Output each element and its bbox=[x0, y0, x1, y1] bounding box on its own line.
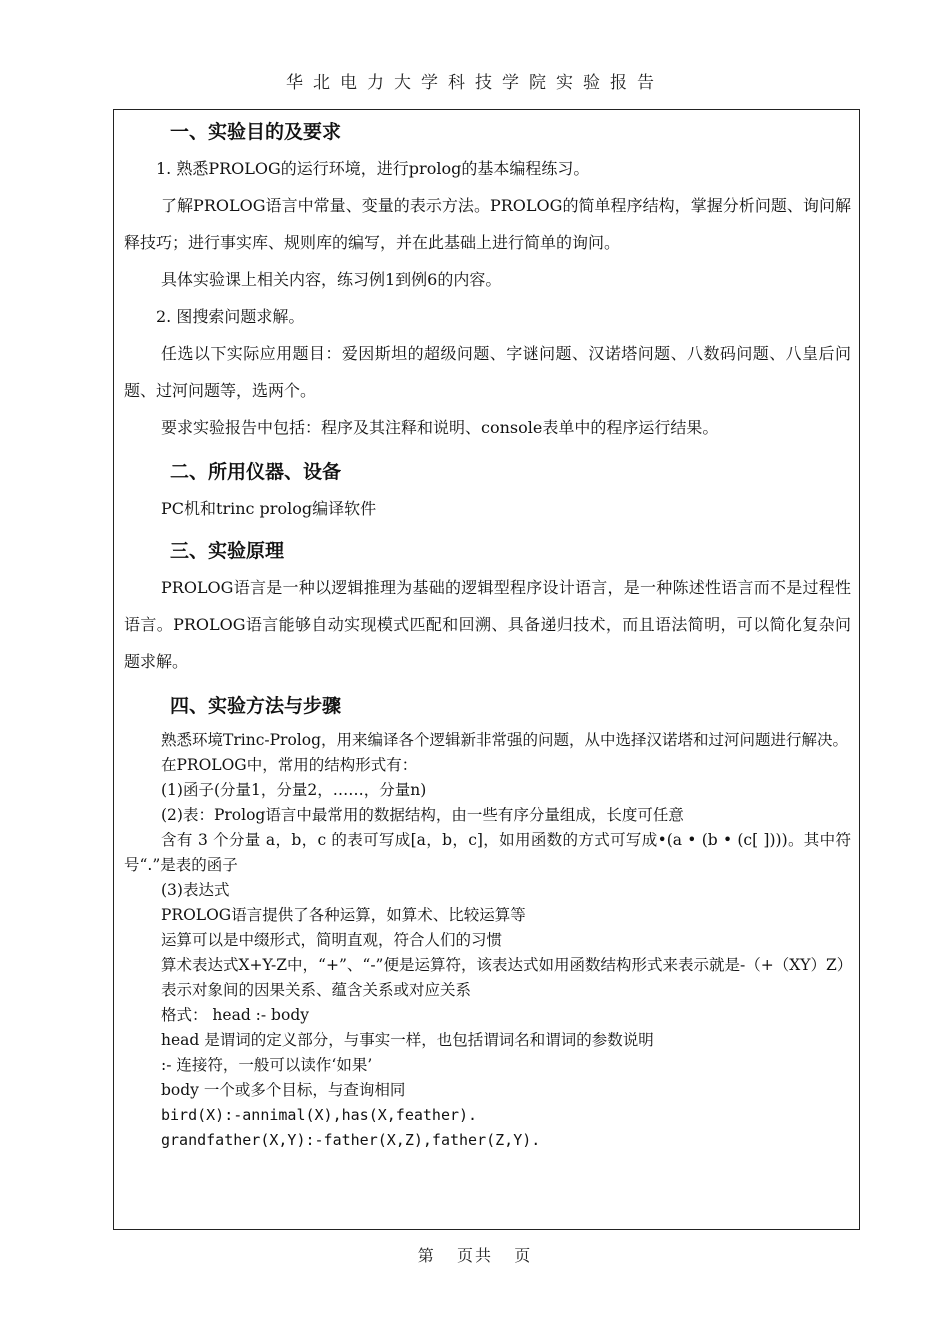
page-header: 华北电力大学科技学院实验报告 bbox=[286, 73, 664, 93]
paragraph: :- 连接符，一般可以读作‘如果’ bbox=[161, 1056, 373, 1074]
section-heading-method: 四、实验方法与步骤 bbox=[170, 695, 342, 717]
paragraph: PROLOG语言是一种以逻辑推理为基础的逻辑型程序设计语言，是一种陈述性语言而不是过程性语言。PROLOG语言能够自动实现模式匹配和回溯、具备递归技术，而且语法简明，可以简化复杂问题求解。 bbox=[124, 578, 851, 671]
paragraph: 2. 图搜索问题求解。 bbox=[156, 307, 305, 326]
paragraph: 格式： head :- body bbox=[161, 1006, 309, 1024]
paragraph: (3)表达式 bbox=[161, 881, 230, 899]
paragraph: 具体实验课上相关内容，练习例1到例6的内容。 bbox=[161, 270, 502, 289]
paragraph: head 是谓词的定义部分，与事实一样，也包括谓词名和谓词的参数说明 bbox=[161, 1031, 654, 1049]
report-box bbox=[113, 109, 860, 1230]
paragraph: 算术表达式X+Y-Z中，“+”、“-”便是运算符，该表达式如用函数结构形式来表示就是-（+（XY）Z） bbox=[161, 956, 853, 974]
page-footer: 第 页共 页 bbox=[417, 1246, 533, 1265]
paragraph: 1. 熟悉PROLOG的运行环境，进行prolog的基本编程练习。 bbox=[156, 159, 590, 178]
paragraph: 在PROLOG中，常用的结构形式有： bbox=[161, 756, 418, 774]
paragraph: 含有 3 个分量 a，b，c 的表可写成[a，b，c]，如用函数的方式可写成•(a • (b • (c[ ])))。其中符号“.”是表的函子 bbox=[124, 831, 851, 874]
section-heading-objectives: 一、实验目的及要求 bbox=[170, 121, 342, 143]
paragraph: 任选以下实际应用题目：爱因斯坦的超级问题、字谜问题、汉诺塔问题、八数码问题、八皇后问题、过河问题等，选两个。 bbox=[124, 344, 851, 400]
report-content bbox=[124, 118, 851, 1153]
paragraph: 了解PROLOG语言中常量、变量的表示方法。PROLOG的简单程序结构，掌握分析问题、询问解释技巧；进行事实库、规则库的编写，并在此基础上进行简单的询问。 bbox=[124, 196, 851, 252]
code-line: bird(X):-annimal(X),has(X,feather). bbox=[161, 1106, 478, 1124]
paragraph: body 一个或多个目标，与查询相同 bbox=[161, 1081, 406, 1099]
paragraph: PC机和trinc prolog编译软件 bbox=[161, 499, 377, 518]
code-line: grandfather(X,Y):-father(X,Z),father(Z,Y). bbox=[161, 1131, 541, 1149]
section-heading-principle: 三、实验原理 bbox=[170, 540, 285, 562]
section-heading-equipment: 二、所用仪器、设备 bbox=[170, 461, 342, 483]
paragraph: PROLOG语言提供了各种运算，如算术、比较运算等 bbox=[161, 906, 526, 924]
paragraph: (1)函子(分量1，分量2，……，分量n) bbox=[161, 781, 427, 799]
paragraph: 要求实验报告中包括：程序及其注释和说明、console表单中的程序运行结果。 bbox=[161, 418, 719, 437]
paragraph: (2)表：Prolog语言中最常用的数据结构，由一些有序分量组成，长度可任意 bbox=[161, 806, 684, 824]
paragraph: 熟悉环境Trinc-Prolog，用来编译各个逻辑新非常强的问题，从中选择汉诺塔和过河问题进行解决。 bbox=[161, 731, 848, 749]
method-body bbox=[124, 728, 851, 1153]
paragraph: 运算可以是中缀形式，简明直观，符合人们的习惯 bbox=[161, 931, 503, 949]
paragraph: 表示对象间的因果关系、蕴含关系或对应关系 bbox=[161, 981, 472, 999]
